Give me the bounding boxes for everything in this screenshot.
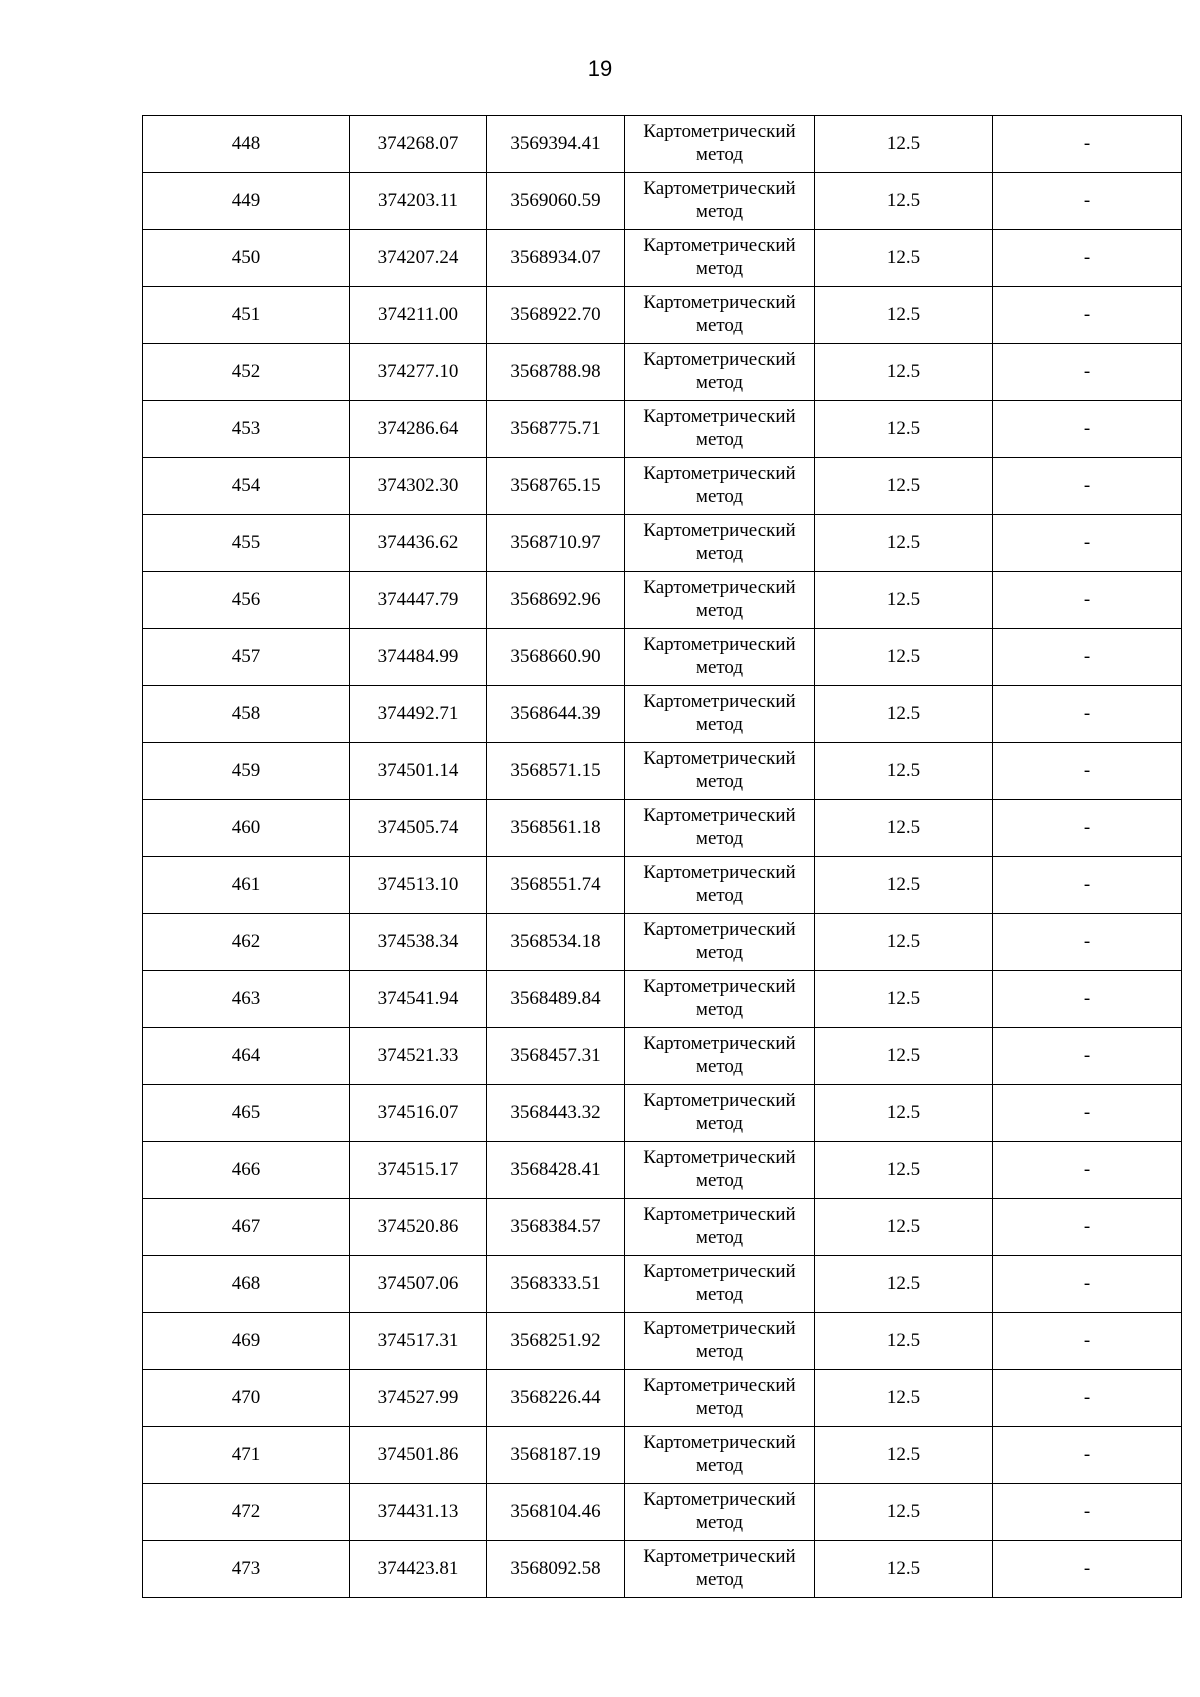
y-coordinate-cell: 3568692.96	[487, 572, 625, 629]
method-cell	[625, 629, 815, 686]
accuracy-cell: 12.5	[815, 1256, 993, 1313]
table-row	[143, 800, 1182, 857]
y-coordinate-cell: 3568104.46	[487, 1484, 625, 1541]
point-number-cell: 455	[143, 515, 350, 572]
table-row	[143, 1313, 1182, 1370]
accuracy-cell: 12.5	[815, 1142, 993, 1199]
accuracy-cell: 12.5	[815, 1199, 993, 1256]
point-number-cell: 458	[143, 686, 350, 743]
y-coordinate-cell: 3568251.92	[487, 1313, 625, 1370]
note-cell: -	[993, 743, 1182, 800]
table-row	[143, 1484, 1182, 1541]
note-cell: -	[993, 914, 1182, 971]
table-row	[143, 914, 1182, 971]
coordinates-table	[142, 115, 1182, 1598]
method-cell	[625, 743, 815, 800]
point-number-cell: 461	[143, 857, 350, 914]
table-row	[143, 1541, 1182, 1598]
method-line-2: метод	[695, 201, 744, 222]
method-line-1: Картометрический	[643, 1090, 796, 1112]
x-coordinate-cell: 374436.62	[350, 515, 487, 572]
table-row	[143, 287, 1182, 344]
table-row	[143, 1256, 1182, 1313]
x-coordinate-cell: 374513.10	[350, 857, 487, 914]
table-row	[143, 743, 1182, 800]
method-line-1: Картометрический	[643, 1546, 796, 1568]
method-line-2: метод	[695, 486, 744, 507]
accuracy-cell: 12.5	[815, 1370, 993, 1427]
method-line-1: Картометрический	[643, 1375, 796, 1397]
method-cell	[625, 686, 815, 743]
accuracy-cell: 12.5	[815, 1313, 993, 1370]
method-cell	[625, 515, 815, 572]
y-coordinate-cell: 3568333.51	[487, 1256, 625, 1313]
table-row	[143, 629, 1182, 686]
note-cell: -	[993, 230, 1182, 287]
y-coordinate-cell: 3568534.18	[487, 914, 625, 971]
y-coordinate-cell: 3568922.70	[487, 287, 625, 344]
table-row	[143, 230, 1182, 287]
accuracy-cell: 12.5	[815, 686, 993, 743]
x-coordinate-cell: 374431.13	[350, 1484, 487, 1541]
method-line-1: Картометрический	[643, 1432, 796, 1454]
method-cell	[625, 1484, 815, 1541]
note-cell: -	[993, 629, 1182, 686]
table-row	[143, 458, 1182, 515]
point-number-cell: 460	[143, 800, 350, 857]
method-line-2: метод	[695, 600, 744, 621]
x-coordinate-cell: 374521.33	[350, 1028, 487, 1085]
method-cell	[625, 1370, 815, 1427]
note-cell: -	[993, 1484, 1182, 1541]
method-cell	[625, 1427, 815, 1484]
x-coordinate-cell: 374211.00	[350, 287, 487, 344]
accuracy-cell: 12.5	[815, 629, 993, 686]
method-cell	[625, 1142, 815, 1199]
method-line-1: Картометрический	[643, 1204, 796, 1226]
point-number-cell: 472	[143, 1484, 350, 1541]
method-line-2: метод	[695, 1512, 744, 1533]
accuracy-cell: 12.5	[815, 515, 993, 572]
method-line-2: метод	[695, 771, 744, 792]
table-row	[143, 1028, 1182, 1085]
y-coordinate-cell: 3568457.31	[487, 1028, 625, 1085]
point-number-cell: 457	[143, 629, 350, 686]
method-line-2: метод	[695, 144, 744, 165]
point-number-cell: 448	[143, 116, 350, 173]
method-cell	[625, 116, 815, 173]
point-number-cell: 464	[143, 1028, 350, 1085]
page-number: 19	[587, 56, 613, 81]
y-coordinate-cell: 3568934.07	[487, 230, 625, 287]
table-row	[143, 971, 1182, 1028]
x-coordinate-cell: 374507.06	[350, 1256, 487, 1313]
point-number-cell: 459	[143, 743, 350, 800]
table-row	[143, 572, 1182, 629]
accuracy-cell: 12.5	[815, 800, 993, 857]
method-line-1: Картометрический	[643, 292, 796, 314]
note-cell: -	[993, 971, 1182, 1028]
method-line-1: Картометрический	[643, 121, 796, 143]
table-row	[143, 686, 1182, 743]
accuracy-cell: 12.5	[815, 173, 993, 230]
method-line-1: Картометрический	[643, 976, 796, 998]
x-coordinate-cell: 374505.74	[350, 800, 487, 857]
x-coordinate-cell: 374538.34	[350, 914, 487, 971]
method-cell	[625, 857, 815, 914]
y-coordinate-cell: 3569060.59	[487, 173, 625, 230]
accuracy-cell: 12.5	[815, 1484, 993, 1541]
method-line-2: метод	[695, 1569, 744, 1590]
x-coordinate-cell: 374423.81	[350, 1541, 487, 1598]
y-coordinate-cell: 3568443.32	[487, 1085, 625, 1142]
method-line-2: метод	[695, 1341, 744, 1362]
method-line-1: Картометрический	[643, 691, 796, 713]
table-row	[143, 344, 1182, 401]
method-line-1: Картометрический	[643, 1033, 796, 1055]
accuracy-cell: 12.5	[815, 971, 993, 1028]
method-line-2: метод	[695, 1113, 744, 1134]
y-coordinate-cell: 3568384.57	[487, 1199, 625, 1256]
method-line-2: метод	[695, 714, 744, 735]
x-coordinate-cell: 374527.99	[350, 1370, 487, 1427]
y-coordinate-cell: 3568660.90	[487, 629, 625, 686]
method-line-2: метод	[695, 1056, 744, 1077]
method-line-1: Картометрический	[643, 520, 796, 542]
table-row	[143, 1142, 1182, 1199]
y-coordinate-cell: 3568226.44	[487, 1370, 625, 1427]
method-line-2: метод	[695, 1227, 744, 1248]
point-number-cell: 463	[143, 971, 350, 1028]
method-line-1: Картометрический	[643, 178, 796, 200]
method-line-2: метод	[695, 315, 744, 336]
note-cell: -	[993, 1370, 1182, 1427]
method-cell	[625, 914, 815, 971]
method-cell	[625, 173, 815, 230]
method-line-1: Картометрический	[643, 1147, 796, 1169]
x-coordinate-cell: 374447.79	[350, 572, 487, 629]
y-coordinate-cell: 3568561.18	[487, 800, 625, 857]
point-number-cell: 473	[143, 1541, 350, 1598]
point-number-cell: 456	[143, 572, 350, 629]
point-number-cell: 450	[143, 230, 350, 287]
note-cell: -	[993, 1028, 1182, 1085]
note-cell: -	[993, 857, 1182, 914]
method-line-1: Картометрический	[643, 577, 796, 599]
x-coordinate-cell: 374515.17	[350, 1142, 487, 1199]
accuracy-cell: 12.5	[815, 743, 993, 800]
method-line-1: Картометрический	[643, 463, 796, 485]
method-line-2: метод	[695, 1284, 744, 1305]
table-row	[143, 1199, 1182, 1256]
note-cell: -	[993, 458, 1182, 515]
method-line-1: Картометрический	[643, 349, 796, 371]
x-coordinate-cell: 374484.99	[350, 629, 487, 686]
method-cell	[625, 344, 815, 401]
point-number-cell: 467	[143, 1199, 350, 1256]
x-coordinate-cell: 374516.07	[350, 1085, 487, 1142]
y-coordinate-cell: 3568489.84	[487, 971, 625, 1028]
note-cell: -	[993, 401, 1182, 458]
x-coordinate-cell: 374207.24	[350, 230, 487, 287]
x-coordinate-cell: 374501.86	[350, 1427, 487, 1484]
table-row	[143, 116, 1182, 173]
y-coordinate-cell: 3568551.74	[487, 857, 625, 914]
y-coordinate-cell: 3568710.97	[487, 515, 625, 572]
note-cell: -	[993, 1313, 1182, 1370]
method-line-1: Картометрический	[643, 1489, 796, 1511]
point-number-cell: 470	[143, 1370, 350, 1427]
method-line-2: метод	[695, 999, 744, 1020]
x-coordinate-cell: 374203.11	[350, 173, 487, 230]
point-number-cell: 451	[143, 287, 350, 344]
table-row	[143, 515, 1182, 572]
y-coordinate-cell: 3568428.41	[487, 1142, 625, 1199]
accuracy-cell: 12.5	[815, 1085, 993, 1142]
method-line-1: Картометрический	[643, 235, 796, 257]
note-cell: -	[993, 1427, 1182, 1484]
note-cell: -	[993, 686, 1182, 743]
accuracy-cell: 12.5	[815, 1541, 993, 1598]
method-line-2: метод	[695, 1398, 744, 1419]
table-row	[143, 1085, 1182, 1142]
method-cell	[625, 971, 815, 1028]
note-cell: -	[993, 1541, 1182, 1598]
method-cell	[625, 572, 815, 629]
method-line-1: Картометрический	[643, 634, 796, 656]
note-cell: -	[993, 1199, 1182, 1256]
table-row	[143, 1427, 1182, 1484]
method-line-2: метод	[695, 258, 744, 279]
method-line-1: Картометрический	[643, 862, 796, 884]
method-cell	[625, 1313, 815, 1370]
y-coordinate-cell: 3568775.71	[487, 401, 625, 458]
table-row	[143, 401, 1182, 458]
point-number-cell: 449	[143, 173, 350, 230]
method-line-1: Картометрический	[643, 406, 796, 428]
y-coordinate-cell: 3568644.39	[487, 686, 625, 743]
accuracy-cell: 12.5	[815, 1427, 993, 1484]
note-cell: -	[993, 1142, 1182, 1199]
method-line-1: Картометрический	[643, 1261, 796, 1283]
x-coordinate-cell: 374520.86	[350, 1199, 487, 1256]
method-line-2: метод	[695, 543, 744, 564]
y-coordinate-cell: 3568187.19	[487, 1427, 625, 1484]
point-number-cell: 452	[143, 344, 350, 401]
method-cell	[625, 230, 815, 287]
x-coordinate-cell: 374302.30	[350, 458, 487, 515]
point-number-cell: 471	[143, 1427, 350, 1484]
method-line-2: метод	[695, 657, 744, 678]
method-line-2: метод	[695, 1455, 744, 1476]
method-line-1: Картометрический	[643, 919, 796, 941]
note-cell: -	[993, 572, 1182, 629]
point-number-cell: 462	[143, 914, 350, 971]
note-cell: -	[993, 287, 1182, 344]
x-coordinate-cell: 374492.71	[350, 686, 487, 743]
accuracy-cell: 12.5	[815, 914, 993, 971]
method-cell	[625, 401, 815, 458]
accuracy-cell: 12.5	[815, 1028, 993, 1085]
note-cell: -	[993, 173, 1182, 230]
accuracy-cell: 12.5	[815, 230, 993, 287]
y-coordinate-cell: 3569394.41	[487, 116, 625, 173]
method-line-2: метод	[695, 1170, 744, 1191]
note-cell: -	[993, 800, 1182, 857]
method-line-1: Картометрический	[643, 1318, 796, 1340]
x-coordinate-cell: 374501.14	[350, 743, 487, 800]
point-number-cell: 466	[143, 1142, 350, 1199]
accuracy-cell: 12.5	[815, 401, 993, 458]
point-number-cell: 465	[143, 1085, 350, 1142]
note-cell: -	[993, 344, 1182, 401]
accuracy-cell: 12.5	[815, 572, 993, 629]
method-cell	[625, 1085, 815, 1142]
note-cell: -	[993, 116, 1182, 173]
method-cell	[625, 1256, 815, 1313]
y-coordinate-cell: 3568788.98	[487, 344, 625, 401]
coordinates-table-body	[143, 116, 1182, 1598]
table-row	[143, 1370, 1182, 1427]
x-coordinate-cell: 374286.64	[350, 401, 487, 458]
method-cell	[625, 1028, 815, 1085]
point-number-cell: 468	[143, 1256, 350, 1313]
note-cell: -	[993, 515, 1182, 572]
method-cell	[625, 800, 815, 857]
method-line-2: метод	[695, 828, 744, 849]
method-cell	[625, 458, 815, 515]
table-row	[143, 173, 1182, 230]
table-row	[143, 857, 1182, 914]
method-line-2: метод	[695, 885, 744, 906]
x-coordinate-cell: 374277.10	[350, 344, 487, 401]
accuracy-cell: 12.5	[815, 344, 993, 401]
method-line-2: метод	[695, 942, 744, 963]
x-coordinate-cell: 374517.31	[350, 1313, 487, 1370]
y-coordinate-cell: 3568571.15	[487, 743, 625, 800]
point-number-cell: 453	[143, 401, 350, 458]
method-line-2: метод	[695, 429, 744, 450]
y-coordinate-cell: 3568765.15	[487, 458, 625, 515]
accuracy-cell: 12.5	[815, 458, 993, 515]
method-line-2: метод	[695, 372, 744, 393]
x-coordinate-cell: 374541.94	[350, 971, 487, 1028]
x-coordinate-cell: 374268.07	[350, 116, 487, 173]
method-cell	[625, 1199, 815, 1256]
method-line-1: Картометрический	[643, 805, 796, 827]
method-line-1: Картометрический	[643, 748, 796, 770]
method-cell	[625, 287, 815, 344]
y-coordinate-cell: 3568092.58	[487, 1541, 625, 1598]
note-cell: -	[993, 1256, 1182, 1313]
method-cell	[625, 1541, 815, 1598]
point-number-cell: 469	[143, 1313, 350, 1370]
point-number-cell: 454	[143, 458, 350, 515]
accuracy-cell: 12.5	[815, 857, 993, 914]
accuracy-cell: 12.5	[815, 116, 993, 173]
accuracy-cell: 12.5	[815, 287, 993, 344]
note-cell: -	[993, 1085, 1182, 1142]
